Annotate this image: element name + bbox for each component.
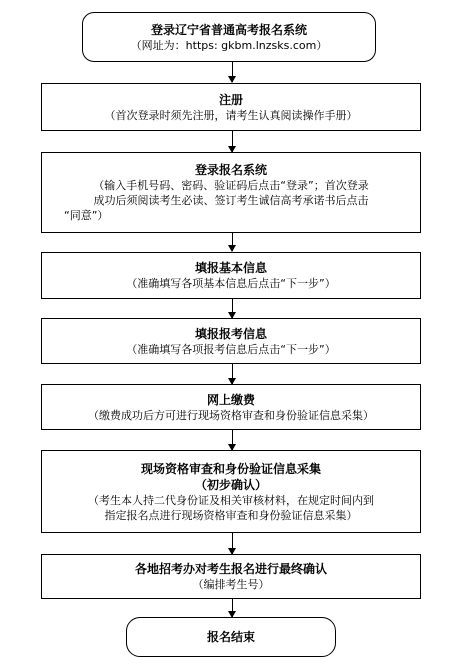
arrow-6 <box>232 430 233 450</box>
step-4-title: 填报基本信息 <box>194 261 267 275</box>
step-9-title: 报名结束 <box>206 630 255 644</box>
step-8-title: 各地招考办对考生报名进行最终确认 <box>134 562 327 576</box>
step-7-note-line-2: 指定报名点进行现场资格审查和身份验证信息采集） <box>104 508 358 522</box>
step-7-subtitle: （初步确认） <box>194 477 267 492</box>
step-7-note-line-1: （考生本人持二代身份证及相关审核材料，在规定时间内到 <box>88 493 374 507</box>
step-3-title: 登录报名系统 <box>194 163 267 177</box>
step-1-note: （网址为：https: gkbm.lnzsks.com） <box>130 38 328 52</box>
arrow-8 <box>232 599 233 617</box>
arrow-4 <box>232 299 233 318</box>
step-8-box <box>41 554 421 599</box>
step-7-title: 现场资格审查和身份验证信息采集 <box>140 461 321 476</box>
arrow-2 <box>232 131 233 152</box>
step-7-box <box>41 450 421 533</box>
step-5-note: （准确填写各项报考信息后点击“下一步”） <box>126 342 336 356</box>
step-3-note-line-3: “同意”） <box>64 209 109 222</box>
step-4-note: （准确填写各项基本信息后点击“下一步”） <box>126 277 336 290</box>
step-6-box <box>41 384 421 430</box>
step-3-note-line-1: （输入手机号码、密码、验证码后点击“登录”；首次登录 <box>93 179 369 192</box>
step-3-box <box>41 152 421 233</box>
step-1-box <box>82 12 376 62</box>
step-6-note: （缴费成功后方可进行现场资格审查和身份验证信息采集） <box>88 408 374 422</box>
arrow-3 <box>232 233 233 251</box>
step-4-box <box>41 252 421 299</box>
arrow-7 <box>232 533 233 554</box>
step-8-note: （编排考生号） <box>192 578 270 591</box>
step-1-title: 登录辽宁省普通高考报名系统 <box>150 22 307 37</box>
step-6-title: 网上缴费 <box>206 392 255 407</box>
step-5-box <box>41 318 421 364</box>
step-3-note-line-2: 成功后须阅读考生必读、签订考生诚信高考承诺书后点击 <box>93 194 369 207</box>
step-2-title: 注册 <box>218 92 243 107</box>
step-2-box <box>41 83 421 131</box>
step-2-note: （首次登录时须先注册，请考生认真阅读操作手册） <box>104 108 358 122</box>
arrow-1 <box>232 62 233 82</box>
arrow-5 <box>232 364 233 384</box>
step-5-title: 填报报考信息 <box>194 326 267 341</box>
step-9-box <box>126 617 336 657</box>
